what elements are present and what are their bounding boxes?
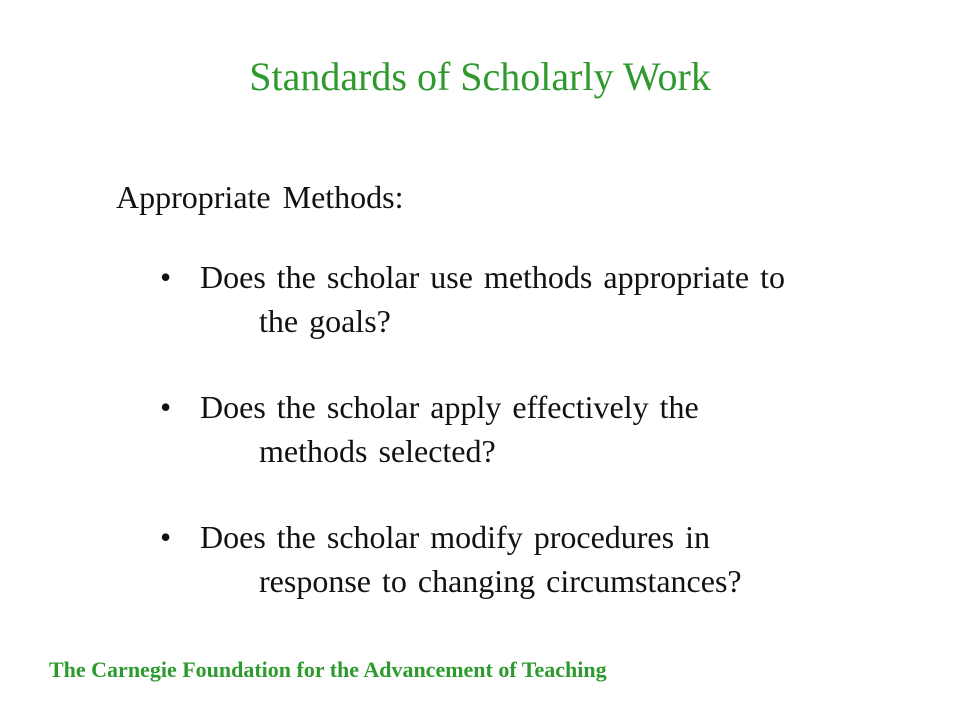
bullet-icon: • [160, 259, 172, 295]
bullet-item [160, 385, 880, 473]
bullet-icon: • [160, 389, 172, 425]
bullet-icon: • [160, 519, 172, 555]
section-subheading: Appropriate Methods: [116, 179, 404, 215]
bullet-text-line: methods selected? [259, 433, 496, 469]
footer-credit: The Carnegie Foundation for the Advancement of Teaching [49, 657, 607, 682]
bullet-item [160, 255, 880, 343]
bullet-text-line: response to changing circumstances? [259, 563, 742, 599]
bullet-text-line: Does the scholar modify procedures in [200, 519, 710, 555]
bullet-list [160, 255, 880, 603]
bullet-item [160, 515, 880, 603]
slide-title: Standards of Scholarly Work [249, 54, 711, 99]
bullet-text-line: Does the scholar use methods appropriate to [200, 259, 785, 295]
bullet-text-line: Does the scholar apply effectively the [200, 389, 699, 425]
bullet-text-line: the goals? [259, 303, 391, 339]
